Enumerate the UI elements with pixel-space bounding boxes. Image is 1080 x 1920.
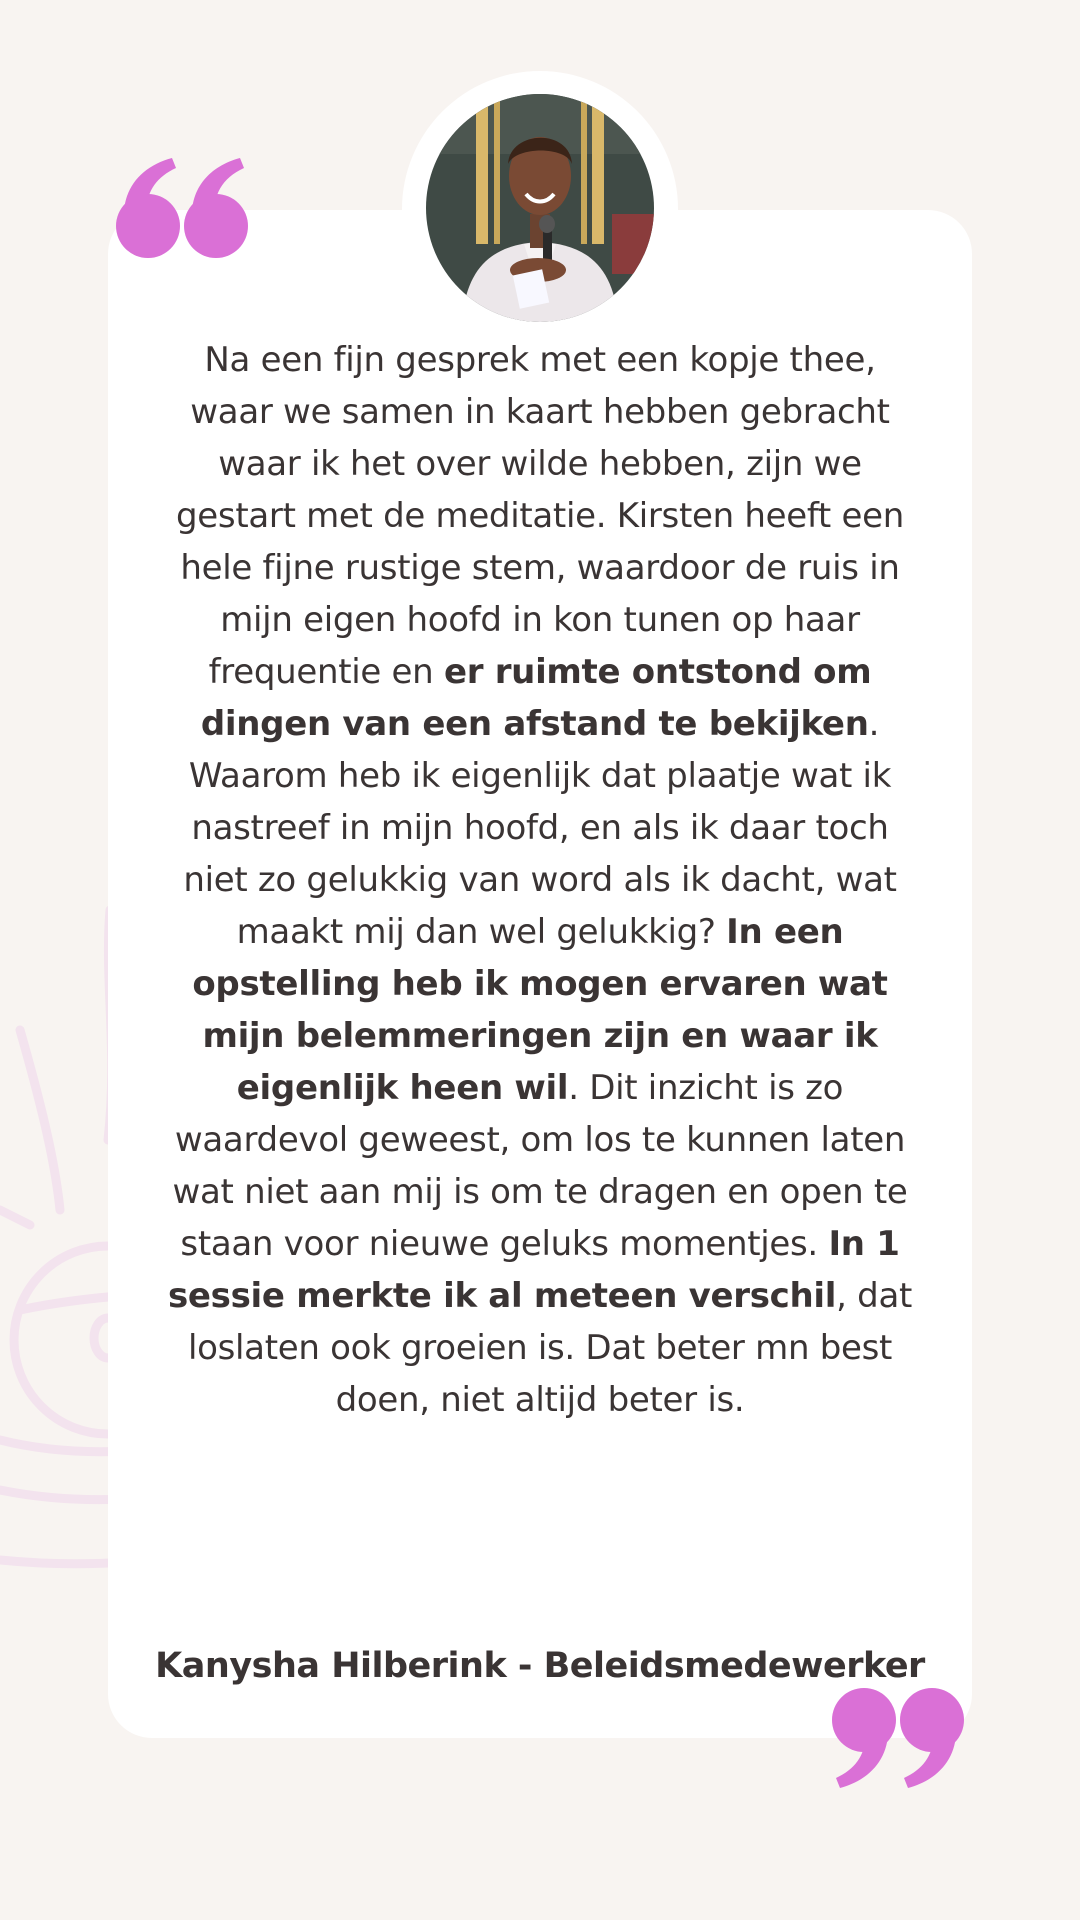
open-quote-icon xyxy=(114,158,250,260)
close-quote-icon xyxy=(830,1686,966,1788)
testimonial-quote xyxy=(160,334,920,1426)
testimonial-author: Kanysha Hilberink - Beleidsmedewerker xyxy=(155,1646,925,1686)
quote-highlight: In 1 sessie merkte ik al meteen verschil xyxy=(167,1224,900,1316)
quote-segment: , dat loslaten ook groeien is. Dat beter mn best doen, niet altijd beter is. xyxy=(187,1276,913,1420)
quote-segment: Na een fijn gesprek met een kopje thee, waar we samen in kaart hebben gebracht waar ik het over wilde hebben, zijn we gestart met de meditatie. Kirsten heeft een hele fijne rustige stem, waardoor de ruis in mijn eigen hoofd in kon tunen op haar frequentie en xyxy=(176,340,904,692)
quote-highlight: er ruimte ontstond om dingen van een afstand te bekijken xyxy=(200,652,872,744)
avatar xyxy=(426,94,654,322)
quote-segment: . Dit inzicht is zo waardevol geweest, om los te kunnen laten wat niet aan mij is om te dragen en open te staan voor nieuwe geluks momentjes. xyxy=(172,1068,908,1264)
quote-segment: . Waarom heb ik eigenlijk dat plaatje wat ik nastreef in mijn hoofd, en als ik daar toch niet zo gelukkig van word als ik dacht, wat maakt mij dan wel gelukkig? xyxy=(183,704,897,952)
quote-highlight: In een opstelling heb ik mogen ervaren wat mijn belemmeringen zijn en waar ik eigenlijk heen wil xyxy=(192,912,888,1108)
